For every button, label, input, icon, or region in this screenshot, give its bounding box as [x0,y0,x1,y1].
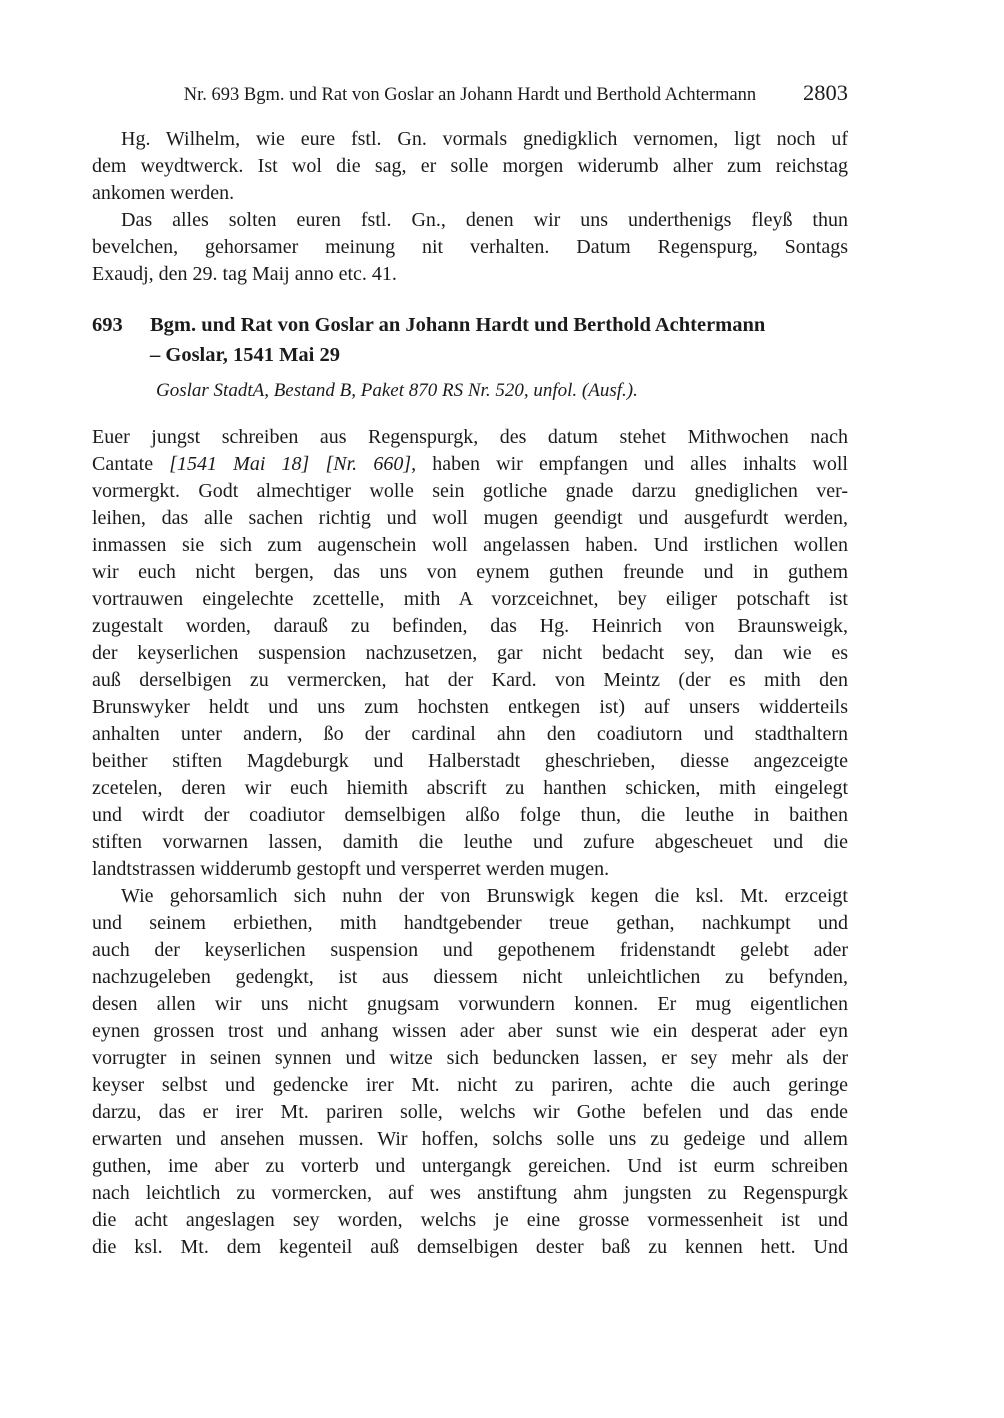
text-line: keyser selbst und gedencke irer Mt. nicht zu pariren, achte die auch geringe [92,1074,848,1096]
text-line: die ksl. Mt. dem kegenteil auß demselbigen dester baß zu kennen hett. Und [92,1236,848,1258]
text-line: Hg. Wilhelm, wie eure fstl. Gn. vormals gnedigklich vernomen, ligt noch uf [121,128,848,150]
text-line: landtstrassen widderumb gestopft und versperret werden mugen. [92,858,610,880]
paragraph [92,883,848,1261]
text-line: eynen grossen trost und anhang wissen ader aber sunst wie ein desperat ader eyn [92,1020,848,1042]
document-title-line-2: – Goslar, 1541 Mai 29 [150,344,341,366]
document-heading [92,310,848,370]
text-line: nachzugeleben gedengkt, ist aus diessem nicht unleichtlichen zu befynden, [92,966,848,988]
page-number: 2803 [803,80,848,105]
text-line: dem weydtwerck. Ist wol die sag, er solle morgen widerumb alher zum reichstag [92,155,848,177]
paragraph [92,126,848,207]
text-line: zugestalt worden, darauß zu befinden, das Hg. Heinrich von Braunsweigk, [92,615,848,637]
text-line: Wie gehorsamlich sich nuhn der von Brunswigk kegen die ksl. Mt. erzceigt [121,885,848,907]
text-line: zcetelen, deren wir euch hiemith abscrift zu hanthen schicken, mith eingelegt [92,777,848,799]
text-line: auch der keyserlichen suspension und gepothenem fridenstandt gelebt ader [92,939,848,961]
italic-segment: [1541 Mai 18] [Nr. 660], [169,453,417,475]
text-line: inmassen sie sich zum augenschein woll angelassen haben. Und irstlichen wollen [92,534,848,556]
text-line: anhalten unter andern, ßo der cardinal ahn den coadiutorn und stadthaltern [92,723,848,745]
text-line: die acht angeslagen sey worden, welchs je eine grosse vormessenheit ist und [92,1209,848,1231]
archival-source: Goslar StadtA, Bestand B, Paket 870 RS Nr. 520, unfol. (Ausf.). [156,380,638,401]
paragraph [92,424,848,883]
text-line: Euer jungst schreiben aus Regenspurgk, des datum stehet Mithwochen nach [92,426,848,448]
text-line: stiften vorwarnen lassen, damith die leuthe und zufure abgescheuet und die [92,831,848,853]
text-line: Das alles solten euren fstl. Gn., denen wir uns underthenigs fleyß thun [121,209,848,231]
text-line: ankomen werden. [92,182,235,204]
document-number: 693 [92,314,123,336]
text-line: beither stiften Magdeburgk und Halberstadt gheschrieben, diesse angezceigte [92,750,848,772]
document-title [150,310,848,370]
text-line: wir euch nicht bergen, das uns von eynem guthen freunde und in guthem [92,561,848,583]
text-line: erwarten und ansehen mussen. Wir hoffen, solchs solle uns zu gedeige und allem [92,1128,848,1150]
paragraph [92,207,848,288]
text-line: vorrugter in seinen synnen und witze sich beduncken lassen, er sey mehr als der [92,1047,848,1069]
text-line: guthen, ime aber zu vorterb und untergangk gereichen. Und ist eurm schreiben [92,1155,848,1177]
text-line: bevelchen, gehorsamer meinung nit verhalten. Datum Regenspurg, Sontags [92,236,848,258]
text-line: vortrauwen eingelechte zcettelle, mith A vorzceichnet, bey eiliger potschaft ist [92,588,848,610]
text-line: desen allen wir uns nicht gnugsam vorwundern konnen. Er mug eigentlichen [92,993,848,1015]
document-title-line-1: Bgm. und Rat von Goslar an Johann Hardt und Berthold Achtermann [150,314,766,336]
letter-body [92,424,848,1261]
text-line: Brunswyker heldt und uns zum hochsten entkegen ist) auf unsers widderteils [92,696,848,718]
running-header [92,80,848,110]
text-line: der keyserlichen suspension nachzusetzen, gar nicht bedacht sey, dan wie es [92,642,848,664]
text-line: nach leichtlich zu vormercken, auf wes anstiftung ahm jungsten zu Regenspurgk [92,1182,848,1204]
text-line: leihen, das alle sachen richtig und woll mugen geendigt und ausgefurdt werden, [92,507,848,529]
text-line: Cantate [1541 Mai 18] [Nr. 660], haben wir empfangen und alles inhalts woll [92,453,848,475]
text-line: darzu, das er irer Mt. pariren solle, welchs wir Gothe befelen und das ende [92,1101,848,1123]
text-line: und seinem erbiethen, mith handtgebender treue gethan, nachkumpt und [92,912,848,934]
previous-document-closing [92,126,848,288]
text-line: vormergkt. Godt almechtiger wolle sein gotliche gnade darzu gnediglichen ver- [92,480,848,502]
text-line: Exaudj, den 29. tag Maij anno etc. 41. [92,263,397,285]
running-header-title: Nr. 693 Bgm. und Rat von Goslar an Johann Hardt und Berthold Achtermann [183,85,757,105]
text-line: und wirdt der coadiutor demselbigen alßo folge thun, die leuthe in baithen [92,804,848,826]
text-line: auß derselbigen zu vermercken, hat der Kard. von Meintz (der es mith den [92,669,848,691]
